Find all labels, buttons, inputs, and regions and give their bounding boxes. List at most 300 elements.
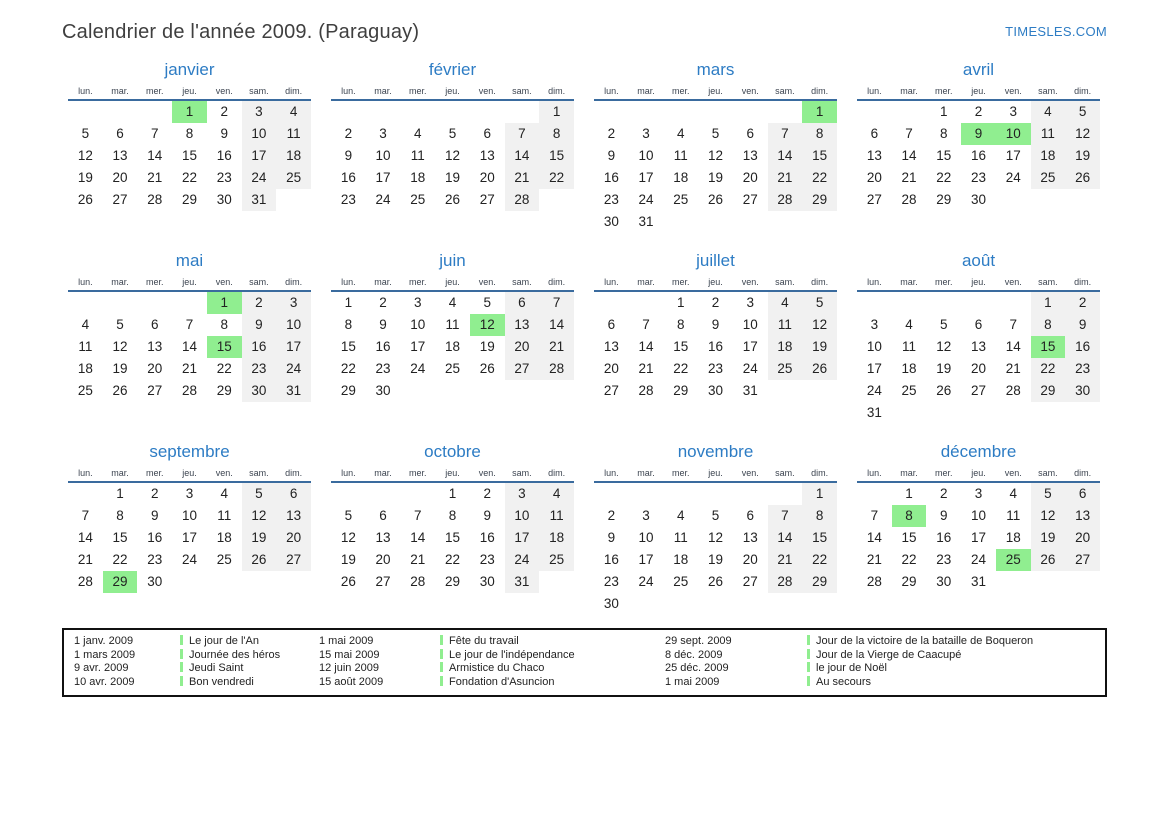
weekday-header: mar. [111,277,129,287]
weekday-header: ven. [215,277,233,287]
week-row [331,145,574,167]
week-row [594,358,837,380]
day-cell: 9 [379,317,387,332]
weekday-header: ven. [741,277,759,287]
day-cell: 6 [505,292,540,314]
day-cell: 23 [479,552,495,567]
day-cell: 23 [242,358,277,380]
legend-name: Fondation d'Asuncion [449,675,555,688]
holiday-marker-icon [440,649,443,659]
day-cell: 4 [677,508,685,523]
legend-name: Jeudi Saint [189,662,244,674]
day-cell: 11 [1031,123,1066,145]
day-cell: 6 [746,126,754,141]
weekday-header: dim. [285,277,303,287]
empty-cell [768,593,803,615]
day-cell: 23 [147,552,163,567]
empty-cell [698,593,733,615]
day-cell: 10 [866,339,882,354]
day-cell: 25 [77,383,93,398]
day-cell: 15 [901,530,917,545]
week-row [331,101,574,123]
legend-name: Le jour de l'An [189,635,259,647]
week-row [857,167,1100,189]
empty-cell [470,101,505,123]
week-row [594,527,837,549]
week-row [68,314,311,336]
empty-cell [926,402,961,424]
day-cell: 29 [340,383,356,398]
day-cell: 3 [870,317,879,332]
empty-cell [276,189,311,211]
week-row [857,358,1100,380]
empty-cell [892,402,927,424]
day-cell: 7 [185,317,194,332]
empty-cell [768,101,803,123]
day-cell: 4 [220,486,228,501]
week-row [68,358,311,380]
empty-cell [172,292,207,314]
week-row [68,549,311,571]
week-row [331,549,574,571]
day-cell: 31 [638,214,654,229]
day-cell: 24 [742,361,758,376]
site-link[interactable]: TIMESLES.COM [1005,24,1107,39]
day-cell: 7 [151,126,159,141]
weekday-header-row [594,468,837,483]
day-cell: 7 [870,508,879,523]
day-cell: 24 [638,192,654,207]
day-cell: 19 [802,336,837,358]
day-cell: 12 [340,530,356,545]
day-cell: 14 [147,148,163,163]
holiday-marker-icon [180,662,183,672]
day-cell: 22 [936,170,952,185]
day-cell: 28 [505,189,540,211]
day-cell: 21 [1005,361,1021,376]
day-cell: 12 [444,148,460,163]
weekday-header: mer. [935,468,953,478]
day-cell: 21 [410,552,426,567]
week-row [857,483,1100,505]
weekday-header: jeu. [971,86,986,96]
weekday-header: sam. [775,277,795,287]
empty-cell [961,402,996,424]
weekday-header: mar. [637,277,655,287]
empty-cell [331,101,366,123]
day-cell: 23 [603,192,619,207]
day-cell: 25 [410,192,426,207]
week-row [331,505,574,527]
day-cell: 26 [77,192,93,207]
empty-cell [435,380,470,402]
weekday-header: sam. [775,468,795,478]
weekday-header: sam. [249,86,269,96]
weekday-header: mar. [111,468,129,478]
week-row [594,167,837,189]
holiday-marker-icon [807,649,810,659]
day-cell: 2 [974,104,983,119]
day-cell: 2 [344,126,353,141]
day-cell: 11 [902,339,917,354]
day-cell: 26 [802,358,837,380]
day-cell: 17 [242,145,277,167]
week-row [331,123,574,145]
legend-date: 12 juin 2009 [319,662,379,674]
day-cell: 17 [505,527,540,549]
day-cell: 16 [603,170,619,185]
weekday-header: ven. [478,277,496,287]
day-cell: 20 [479,170,495,185]
day-cell: 30 [216,192,232,207]
day-cell: 20 [742,170,758,185]
day-cell: 2 [151,486,159,501]
weekday-header: ven. [1004,468,1022,478]
day-cell: 13 [742,530,758,545]
day-cell: 1 [802,101,837,123]
legend-date: 15 août 2009 [319,675,384,688]
day-cell: 16 [1065,336,1100,358]
day-cell: 27 [970,383,986,398]
weekday-header: jeu. [182,468,197,478]
day-cell: 11 [276,123,311,145]
empty-cell [663,101,698,123]
weekday-header: lun. [341,86,356,96]
weekday-header-row [857,86,1100,101]
day-cell: 20 [276,527,311,549]
weekday-header: dim. [811,277,829,287]
day-cell: 1 [1031,292,1066,314]
day-cell: 31 [505,571,540,593]
day-cell: 2 [379,295,387,310]
legend-name: Jour de la Vierge de Caacupé [816,648,962,661]
weekday-header: mar. [374,277,392,287]
day-cell: 6 [746,508,754,523]
day-cell: 27 [276,549,311,571]
day-cell: 19 [112,361,128,376]
day-cell: 29 [103,571,138,593]
day-cell: 28 [768,189,803,211]
day-cell: 18 [276,145,311,167]
day-cell: 23 [1065,358,1100,380]
day-cell: 24 [505,549,540,571]
legend-date: 25 déc. 2009 [665,662,729,674]
legend-date: 9 avr. 2009 [74,662,129,674]
day-cell: 17 [1005,148,1021,163]
empty-cell [539,380,574,402]
day-cell: 17 [638,170,654,185]
empty-cell [926,292,961,314]
empty-cell [68,101,103,123]
day-cell: 21 [147,170,163,185]
day-cell: 24 [375,192,391,207]
day-cell: 18 [1005,530,1021,545]
weekday-header: sam. [249,468,269,478]
day-cell: 6 [1065,483,1100,505]
day-cell: 18 [901,361,917,376]
day-cell: 9 [1065,314,1100,336]
week-row [857,336,1100,358]
day-cell: 17 [410,339,426,354]
day-cell: 11 [445,317,460,332]
empty-cell [802,211,837,233]
day-cell: 11 [410,148,425,163]
day-cell: 30 [707,383,723,398]
week-row [857,505,1100,527]
weekday-header: sam. [1038,277,1058,287]
day-cell: 2 [220,104,228,119]
day-cell: 21 [768,549,803,571]
empty-cell [539,571,574,593]
week-row [68,571,311,593]
page-header [62,0,1107,44]
day-cell: 5 [1031,483,1066,505]
legend-date: 1 mars 2009 [74,648,136,661]
day-cell: 20 [1065,527,1100,549]
day-cell: 26 [112,383,128,398]
empty-cell [768,483,803,505]
week-row [594,292,837,314]
weekday-header: dim. [548,468,566,478]
empty-cell [1065,402,1100,424]
day-cell: 15 [673,339,689,354]
day-cell: 5 [940,317,948,332]
day-cell: 24 [638,574,654,589]
week-row [857,380,1100,402]
day-cell: 25 [673,192,689,207]
month-title: mars [696,60,735,79]
weekday-header: lun. [341,277,356,287]
day-cell: 14 [181,339,197,354]
day-cell: 18 [1031,145,1066,167]
empty-cell [505,380,540,402]
day-cell: 19 [1031,527,1066,549]
weekday-header: lun. [604,86,619,96]
empty-cell [539,189,574,211]
month-février [331,59,574,233]
day-cell: 25 [216,552,232,567]
day-cell: 29 [181,192,197,207]
day-cell: 6 [870,126,879,141]
weekday-header: mar. [900,468,918,478]
empty-cell [629,593,664,615]
day-cell: 10 [181,508,197,523]
day-cell: 5 [1065,101,1100,123]
day-cell: 20 [112,170,128,185]
day-cell: 12 [936,339,952,354]
day-cell: 19 [479,339,495,354]
day-cell: 30 [603,214,619,229]
weekday-header-row [68,277,311,292]
weekday-header: mer. [935,277,953,287]
empty-cell [996,402,1031,424]
weekday-header: mer. [409,86,427,96]
empty-cell [996,571,1031,593]
weekday-header: ven. [478,86,496,96]
day-cell: 12 [242,505,277,527]
week-row [594,483,837,505]
holiday-marker-icon [180,649,183,659]
day-cell: 14 [901,148,917,163]
day-cell: 3 [1009,104,1017,119]
month-title: décembre [940,442,1017,461]
day-cell: 25 [276,167,311,189]
day-cell: 15 [1031,336,1066,358]
day-cell: 28 [410,574,426,589]
day-cell: 12 [707,148,723,163]
day-cell: 16 [242,336,277,358]
day-cell: 3 [185,486,194,501]
weekday-header: jeu. [708,277,723,287]
weekday-header: dim. [811,86,829,96]
weekday-header: sam. [775,86,795,96]
empty-cell [996,292,1031,314]
legend-entry [440,649,665,663]
weekday-header: mer. [409,468,427,478]
day-cell: 30 [147,574,163,589]
day-cell: 25 [768,358,803,380]
empty-cell [698,211,733,233]
empty-cell [802,380,837,402]
day-cell: 22 [112,552,128,567]
month-juin [331,250,574,424]
day-cell: 5 [448,126,457,141]
day-cell: 1 [116,486,124,501]
day-cell: 13 [866,148,882,163]
day-cell: 14 [410,530,426,545]
weekday-header: mer. [672,86,690,96]
day-cell: 9 [220,126,228,141]
day-cell: 14 [77,530,93,545]
day-cell: 14 [1005,339,1021,354]
day-cell: 10 [638,148,654,163]
week-row [857,527,1100,549]
legend-entry [180,649,319,663]
legend-name: Au secours [816,675,872,688]
day-cell: 24 [242,167,277,189]
day-cell: 6 [151,317,159,332]
day-cell: 7 [768,123,803,145]
legend-date: 15 mai 2009 [319,648,380,661]
day-cell: 9 [344,148,353,163]
empty-cell [733,593,768,615]
day-cell: 2 [242,292,277,314]
legend-date: 29 sept. 2009 [665,635,732,647]
day-cell: 28 [539,358,574,380]
day-cell: 24 [1005,170,1021,185]
day-cell: 14 [638,339,654,354]
legend-entry [807,662,1097,676]
day-cell: 10 [996,123,1031,145]
month-mars [594,59,837,233]
week-row [68,505,311,527]
empty-cell [629,483,664,505]
day-cell: 24 [276,358,311,380]
empty-cell [400,483,435,505]
day-cell: 6 [483,126,491,141]
weekday-header: dim. [285,86,303,96]
week-row [331,380,574,402]
weekday-header: mar. [111,86,129,96]
day-cell: 28 [638,383,654,398]
day-cell: 11 [217,508,232,523]
month-title: septembre [149,442,230,461]
day-cell: 21 [638,361,654,376]
week-row [594,380,837,402]
weekday-header: mer. [146,277,164,287]
day-cell: 28 [866,574,882,589]
day-cell: 13 [1065,505,1100,527]
day-cell: 17 [742,339,758,354]
empty-cell [137,292,172,314]
day-cell: 23 [707,361,723,376]
day-cell: 15 [444,530,460,545]
day-cell: 29 [802,189,837,211]
weekday-header-row [857,468,1100,483]
weekday-header: mar. [637,86,655,96]
weekday-header: ven. [215,86,233,96]
day-cell: 23 [375,361,391,376]
day-cell: 10 [742,317,758,332]
day-cell: 6 [379,508,387,523]
day-cell: 24 [410,361,426,376]
day-cell: 20 [147,361,163,376]
day-cell: 10 [638,530,654,545]
weekday-header: lun. [78,277,93,287]
day-cell: 22 [539,167,574,189]
empty-cell [802,593,837,615]
week-row [331,571,574,593]
day-cell: 23 [936,552,952,567]
months-grid [68,59,1107,615]
weekday-header: sam. [512,86,532,96]
legend-name: le jour de Noël [816,662,887,674]
day-cell: 20 [505,336,540,358]
day-cell: 10 [970,508,986,523]
weekday-header: ven. [1004,86,1022,96]
day-cell: 28 [901,192,917,207]
day-cell: 30 [375,383,391,398]
weekday-header-row [331,468,574,483]
day-cell: 6 [974,317,983,332]
day-cell: 11 [673,530,688,545]
month-octobre [331,441,574,615]
day-cell: 3 [505,483,540,505]
calendar-page [62,0,1107,697]
day-cell: 26 [479,361,495,376]
week-row [594,571,837,593]
day-cell: 21 [77,552,93,567]
day-cell: 21 [901,170,917,185]
weekday-header: lun. [604,277,619,287]
legend-date: 1 mai 2009 [665,675,720,688]
month-title: juin [439,251,466,270]
month-mai [68,250,311,424]
weekday-header: dim. [1074,86,1092,96]
weekday-header: mer. [672,468,690,478]
empty-cell [68,483,103,505]
weekday-header: dim. [548,86,566,96]
month-novembre [594,441,837,615]
day-cell: 2 [483,486,491,501]
empty-cell [594,101,629,123]
empty-cell [698,483,733,505]
day-cell: 5 [711,508,720,523]
day-cell: 16 [479,530,495,545]
legend-entry [440,676,665,690]
day-cell: 12 [707,530,723,545]
day-cell: 25 [673,574,689,589]
